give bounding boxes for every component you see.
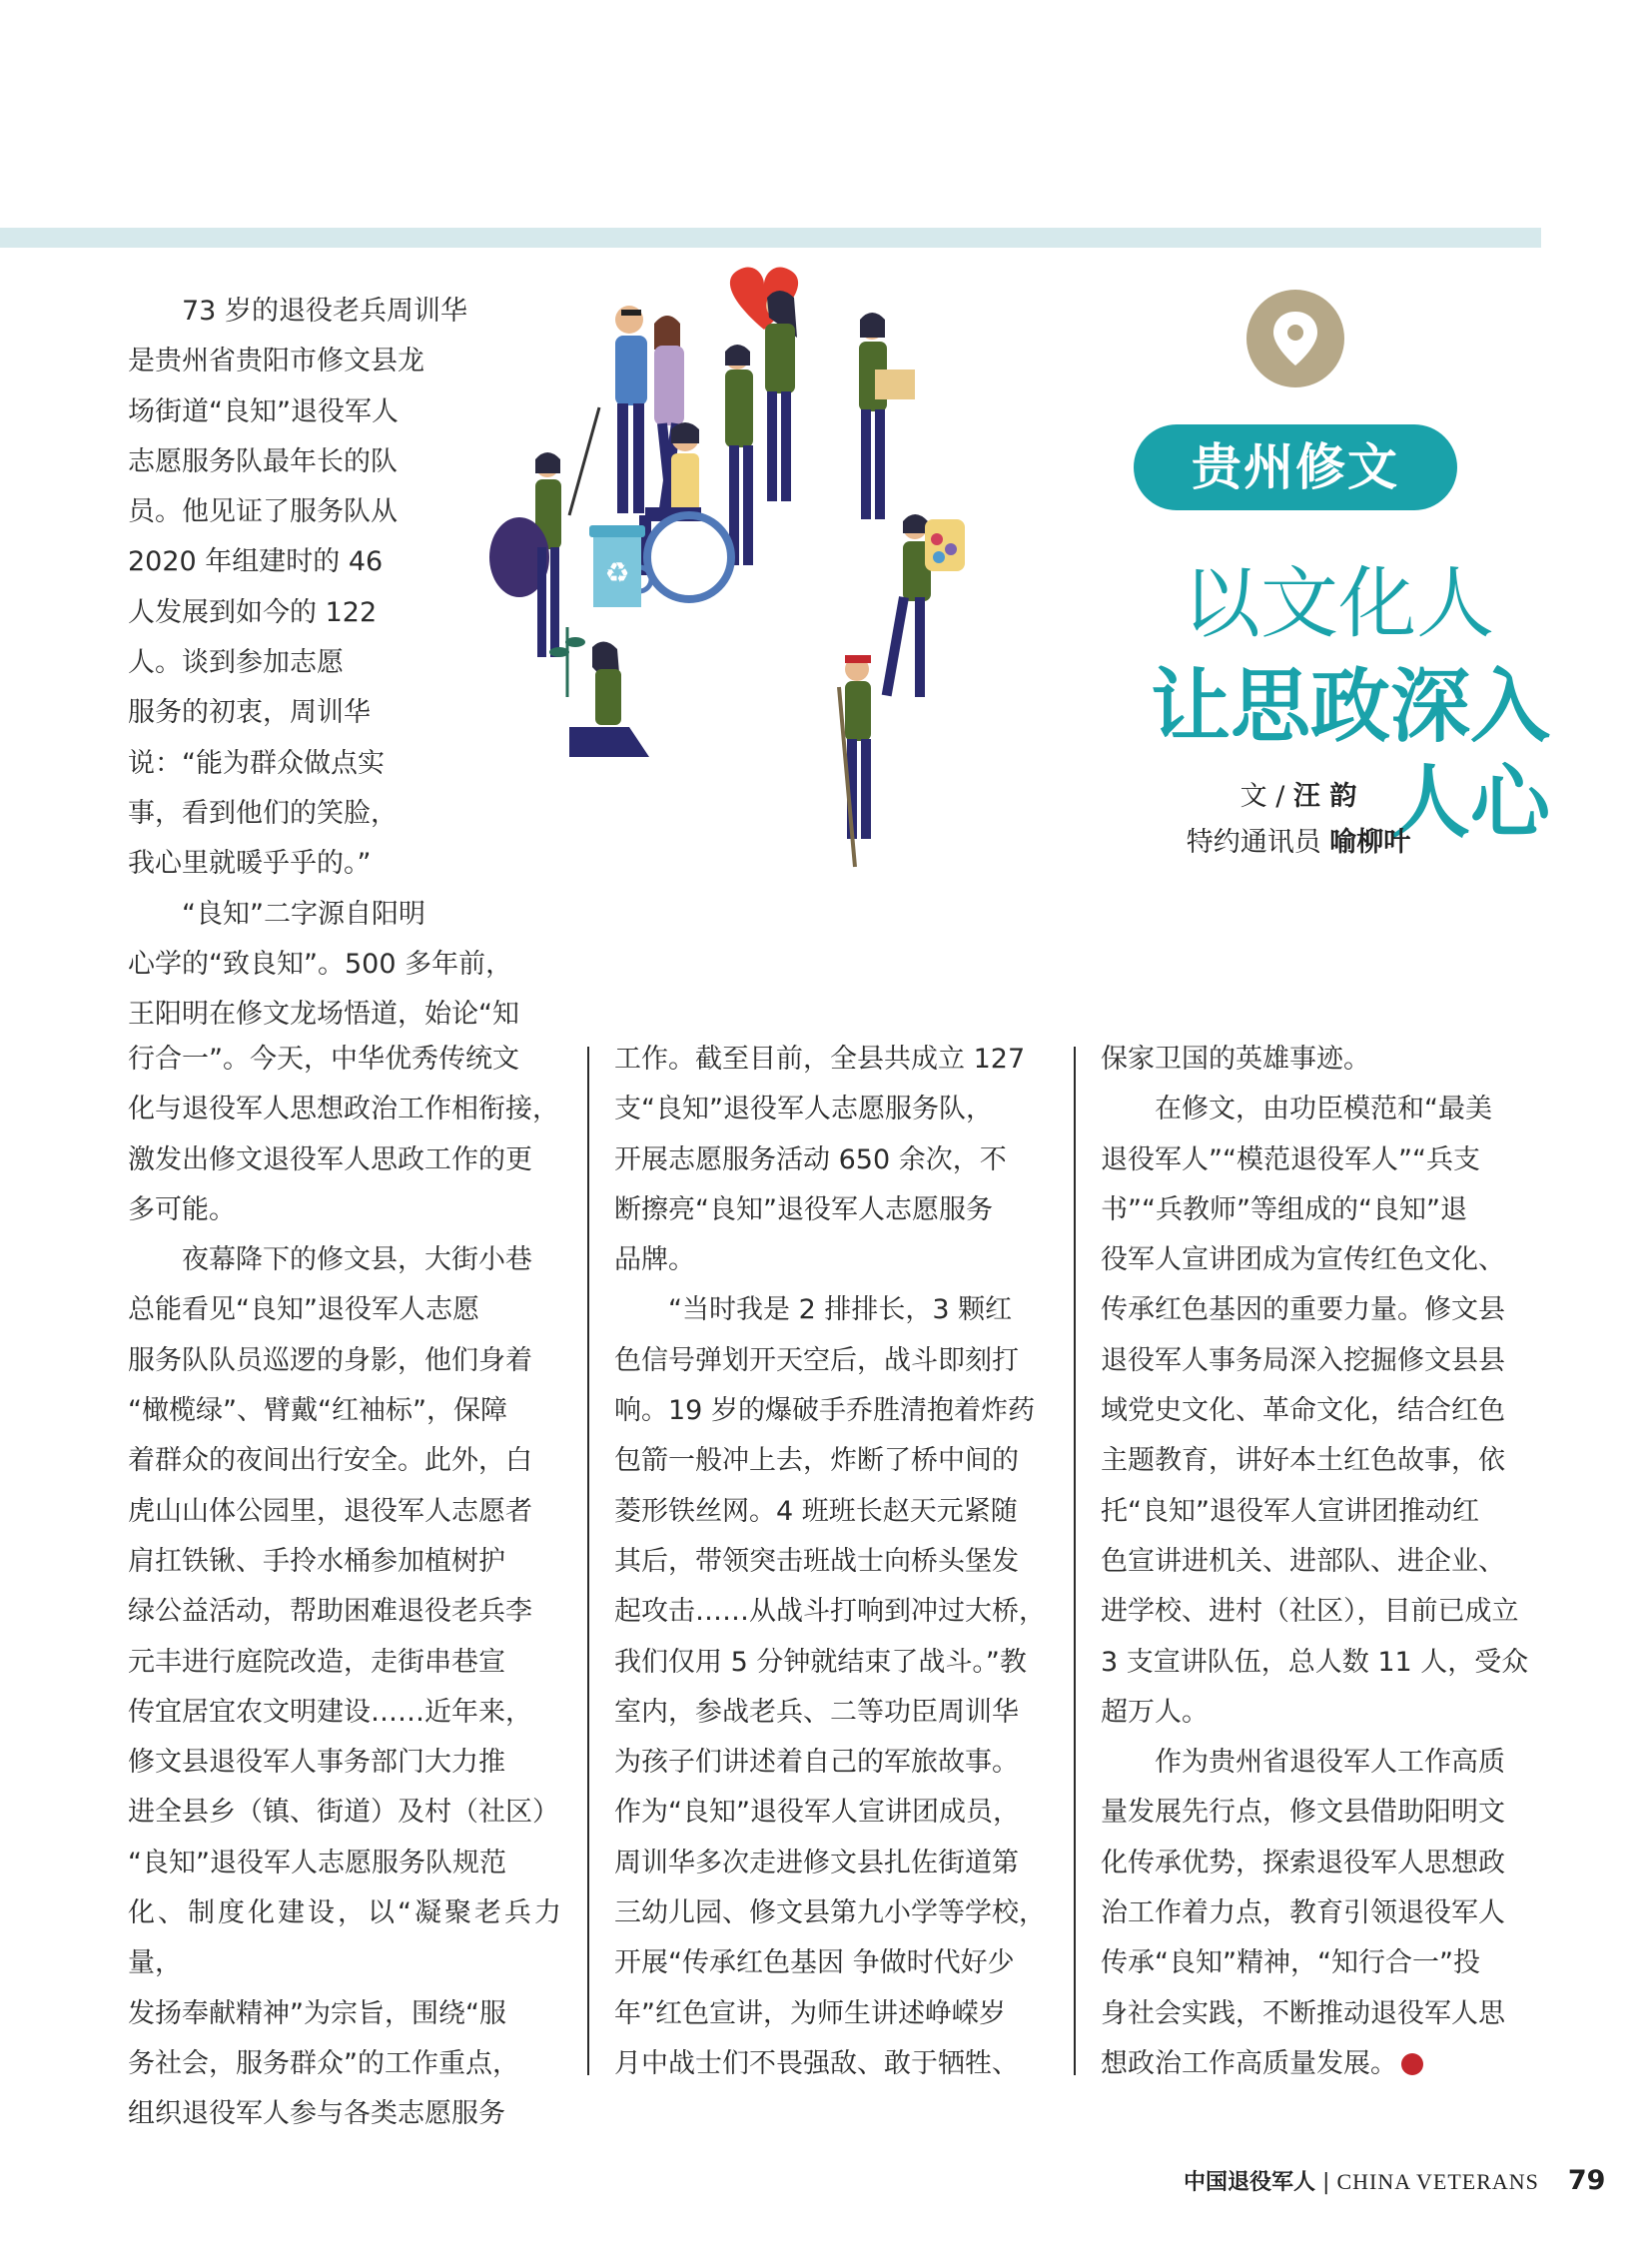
- article-line: 役军人宣讲团成为宣传红色文化、: [1101, 1244, 1505, 1276]
- article-line: 作为贵州省退役军人工作高质: [1155, 1747, 1505, 1779]
- article-line: 发扬奉献精神”为宗旨，围绕“服: [128, 1997, 506, 2029]
- article-line: 场街道“良知”退役军人: [128, 395, 399, 427]
- header-decor-bar: [0, 228, 1541, 248]
- article-line: 化与退役军人思想政治工作相衔接，: [128, 1094, 559, 1125]
- article-line: 治工作着力点，教育引领退役军人: [1101, 1897, 1505, 1929]
- article-line: 保家卫国的英雄事迹。: [1101, 1044, 1370, 1075]
- article-line: 是贵州省贵阳市修文县龙: [128, 346, 424, 377]
- article-line: 夜幕降下的修文县，大街小巷: [182, 1244, 532, 1276]
- article-line: 3 支宣讲队伍，总人数 11 人，受众: [1101, 1646, 1529, 1678]
- column-divider-1: [587, 1047, 589, 2075]
- article-line: 进学校、进村（社区），目前已成立: [1101, 1596, 1519, 1628]
- region-tag: 贵州修文: [1134, 424, 1457, 510]
- article-line: 退役军人事务局深入挖掘修文县县: [1101, 1344, 1505, 1376]
- page-footer: [1184, 2165, 1605, 2205]
- article-line: “橄榄绿”、臂戴“红袖标”，保障: [128, 1395, 507, 1427]
- article-line: 工作。截至目前，全县共成立 127: [614, 1044, 1026, 1075]
- article-line: 三幼儿园、修文县第九小学等学校，: [614, 1897, 1046, 1929]
- article-line: 虎山山体公园里，退役军人志愿者: [128, 1495, 532, 1527]
- article-line: 我们仅用 5 分钟就结束了战斗。”教: [614, 1646, 1027, 1678]
- byline-prefix: 文 /: [1239, 781, 1293, 812]
- jar-volunteer-figure: [882, 514, 965, 697]
- article-line: 组织退役军人参与各类志愿服务: [128, 2098, 505, 2130]
- article-column-3: [1101, 1035, 1534, 2089]
- article-line: 主题教育，讲好本土红色故事，依: [1101, 1445, 1505, 1477]
- sweeping-volunteer-figure: [839, 655, 871, 867]
- correspondent-prefix: 特约通讯员: [1186, 827, 1330, 858]
- article-line: “当时我是 2 排排长，3 颗红: [668, 1294, 1013, 1326]
- article-line: 我心里就暖乎乎的。”: [128, 848, 372, 880]
- correspondent-line: [1129, 820, 1468, 866]
- article-line: 事，看到他们的笑脸，: [128, 797, 398, 829]
- article-line: 支“良知”退役军人志愿服务队，: [614, 1094, 993, 1125]
- article-title-line2: 让思政深入人心: [1151, 660, 1550, 849]
- article-column-2: [614, 1035, 1048, 2089]
- article-line: 王阳明在修文龙场悟道，始论“知: [128, 999, 519, 1031]
- article-line: 传承“良知”精神，“知行合一”投: [1101, 1947, 1480, 1979]
- article-line: 73 岁的退役老兵周训华: [182, 296, 467, 327]
- article-line: 员。他见证了服务队从: [128, 496, 398, 528]
- article-line: 激发出修文退役军人思政工作的更: [128, 1143, 532, 1175]
- article-line: 务社会，服务群众”的工作重点，: [128, 2047, 519, 2079]
- article-line: 总能看见“良知”退役军人志愿: [128, 1294, 479, 1326]
- article-line: 志愿服务队最年长的队: [128, 445, 398, 477]
- location-pin-badge: [1246, 290, 1344, 387]
- article-line: 月中战士们不畏强敌、敢于牺牲、: [614, 2047, 1019, 2079]
- article-line: 菱形铁丝网。4 班班长赵天元紧随: [614, 1495, 1018, 1527]
- article-line: 人。谈到参加志愿: [128, 647, 344, 679]
- article-line: 超万人。: [1101, 1696, 1209, 1728]
- article-line: 服务队队员巡逻的身影，他们身着: [128, 1344, 532, 1376]
- article-line: 开展志愿服务活动 650 余次，不: [614, 1143, 1007, 1175]
- article-line: 元丰进行庭院改造，走街串巷宣: [128, 1646, 505, 1678]
- article-line: 其后，带领突击班战士向桥头堡发: [614, 1545, 1019, 1577]
- article-line: 响。19 岁的爆破手乔胜清抱着炸药: [614, 1395, 1035, 1427]
- page-number: 79: [1567, 2165, 1606, 2196]
- veterans-logo-icon: [1401, 2053, 1423, 2075]
- box-volunteer-figure: [859, 313, 915, 519]
- article-line: 为孩子们讲述着自己的军旅故事。: [614, 1747, 1019, 1779]
- article-line: 在修文，由功臣模范和“最美: [1155, 1094, 1492, 1125]
- article-line: 着群众的夜间出行安全。此外，白: [128, 1445, 532, 1477]
- article-line: “良知”退役军人志愿服务队规范: [128, 1847, 506, 1878]
- column-divider-2: [1074, 1047, 1076, 2075]
- article-line: 托“良知”退役军人宣讲团推动红: [1101, 1495, 1479, 1527]
- article-line: 起攻击……从战斗打响到冲过大桥，: [614, 1596, 1046, 1628]
- article-line: 包箭一般冲上去，炸断了桥中间的: [614, 1445, 1019, 1477]
- footer-separator: |: [1322, 2170, 1330, 2195]
- article-line: 书”“兵教师”等组成的“良知”退: [1101, 1193, 1467, 1225]
- svg-text:♻: ♻: [604, 556, 630, 589]
- map-pin-icon: [1270, 310, 1320, 368]
- article-line: “良知”二字源自阳明: [182, 898, 425, 930]
- article-line: 心学的“致良知”。500 多年前，: [128, 948, 513, 980]
- article-line: 修文县退役军人事务部门大力推: [128, 1747, 505, 1779]
- article-line: 色宣讲进机关、进部队、进企业、: [1101, 1545, 1505, 1577]
- article-line: 说：“能为群众做点实: [128, 747, 385, 779]
- article-line: 品牌。: [614, 1244, 695, 1276]
- article-column-1-top: [128, 287, 589, 1040]
- article-column-1-bottom: [128, 1035, 561, 2140]
- article-line: 传承红色基因的重要力量。修文县: [1101, 1294, 1505, 1326]
- article-line: 进全县乡（镇、街道）及村（社区）: [128, 1797, 559, 1829]
- article-line: 身社会实践，不断推动退役军人思: [1101, 1997, 1505, 2029]
- article-line: 行合一”。今天，中华优秀传统文: [128, 1044, 519, 1075]
- recycle-bin-icon: [589, 525, 645, 607]
- article-line: 量发展先行点，修文县借助阳明文: [1101, 1797, 1505, 1829]
- article-line: 断擦亮“良知”退役军人志愿服务: [614, 1193, 993, 1225]
- article-line: 绿公益活动，帮助困难退役老兵李: [128, 1596, 532, 1628]
- article-line: 开展“传承红色基因 争做时代好少: [614, 1947, 1015, 1979]
- article-line: 退役军人”“模范退役军人”“兵支: [1101, 1143, 1480, 1175]
- article-line: 传宜居宜农文明建设……近年来，: [128, 1696, 532, 1728]
- article-line: 色信号弹划开天空后，战斗即刻打: [614, 1344, 1019, 1376]
- magazine-name-en: CHINA VETERANS: [1336, 2169, 1539, 2194]
- article-line: 室内，参战老兵、二等功臣周训华: [614, 1696, 1019, 1728]
- article-line: 周训华多次走进修文县扎佐街道第: [614, 1847, 1019, 1878]
- author-line: [1129, 774, 1468, 820]
- article-line: 肩扛铁锹、手拎水桶参加植树护: [128, 1545, 505, 1577]
- author-name: 汪 韵: [1292, 781, 1357, 812]
- article-line: 化、制度化建设，以“凝聚老兵力量，: [128, 1897, 561, 1979]
- byline: [1129, 774, 1468, 866]
- article-line: 服务的初衷，周训华: [128, 697, 371, 729]
- magazine-name-cn: 中国退役军人: [1184, 2170, 1316, 2195]
- article-line: 人发展到如今的 122: [128, 596, 378, 628]
- article-line: 多可能。: [128, 1193, 236, 1225]
- article-line: 想政治工作高质量发展。: [1101, 2039, 1534, 2089]
- article-line: 作为“良知”退役军人宣讲团成员，: [614, 1797, 1020, 1829]
- article-title-line1: 以文化人: [1182, 559, 1494, 649]
- article-line: 年”红色宣讲，为师生讲述峥嵘岁: [614, 1997, 1006, 2029]
- article-line: 化传承优势，探索退役军人思想政: [1101, 1847, 1505, 1878]
- correspondent-name: 喻柳叶: [1329, 827, 1411, 858]
- article-line: 域党史文化、革命文化，结合红色: [1101, 1395, 1505, 1427]
- article-line: 2020 年组建时的 46: [128, 546, 384, 578]
